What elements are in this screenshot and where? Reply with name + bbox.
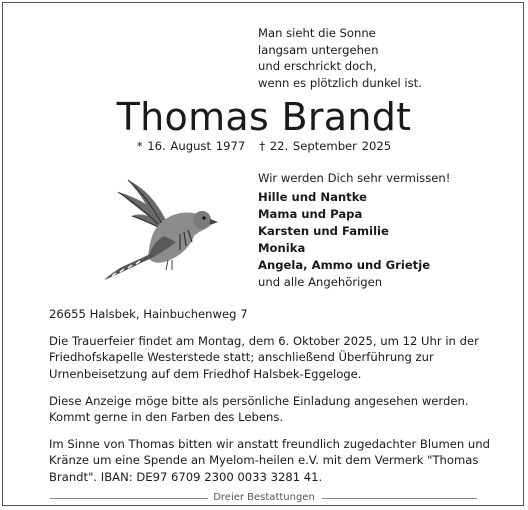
ceremony-paragraph: Die Trauerfeier findet am Montag, dem 6. Oktober 2025, um 12 Uhr in der Friedhofskapelle Westerstede statt; anschließend Überführung zur Urnenbeisetzung auf dem Friedhof Halsbek-Eggeloge.: [49, 334, 479, 381]
mourner-name: Monika: [258, 241, 306, 255]
mourner-name: Hille und Nantke: [258, 190, 367, 204]
birth-date: * 16. August 1977: [136, 139, 246, 153]
death-date: † 22. September 2025: [259, 139, 392, 153]
poem-line: wenn es plötzlich dunkel ist.: [258, 76, 422, 91]
address: 26655 Halsbek, Hainbuchenweg 7: [49, 307, 248, 321]
funeral-home-credit: Dreier Bestattungen: [213, 492, 315, 503]
mourners-outro: und alle Angehörigen: [258, 275, 383, 289]
poem: [258, 25, 422, 92]
deceased-name: Thomas Brandt: [116, 95, 412, 139]
poem-line: und erschrickt doch,: [258, 59, 377, 74]
mourner-name: Mama und Papa: [258, 207, 363, 221]
mourners-intro: Wir werden Dich sehr vermissen!: [258, 171, 451, 185]
bird-illustration: [98, 170, 220, 285]
life-dates: [0, 139, 528, 153]
invitation-paragraph: Diese Anzeige möge bitte als persönliche Einladung angesehen werden. Kommt gerne in den Farben des Lebens.: [49, 393, 469, 425]
mourners-block: [258, 170, 450, 291]
poem-line: Man sieht die Sonne: [258, 26, 376, 40]
poem-line: langsam untergehen: [258, 42, 379, 57]
obituary-body: [49, 306, 509, 496]
donation-paragraph: Im Sinne von Thomas bitten wir anstatt freundlich zugedachter Blumen und Kränze um eine Spende an Myelom-heilen e.V. mit dem Vermerk "Thomas Brandt". IBAN: DE97 6709 2300 0033 3281 41.: [49, 437, 490, 484]
mourner-name: Angela, Ammo und Grietje: [258, 258, 431, 272]
mourner-name: Karsten und Familie: [258, 224, 389, 238]
